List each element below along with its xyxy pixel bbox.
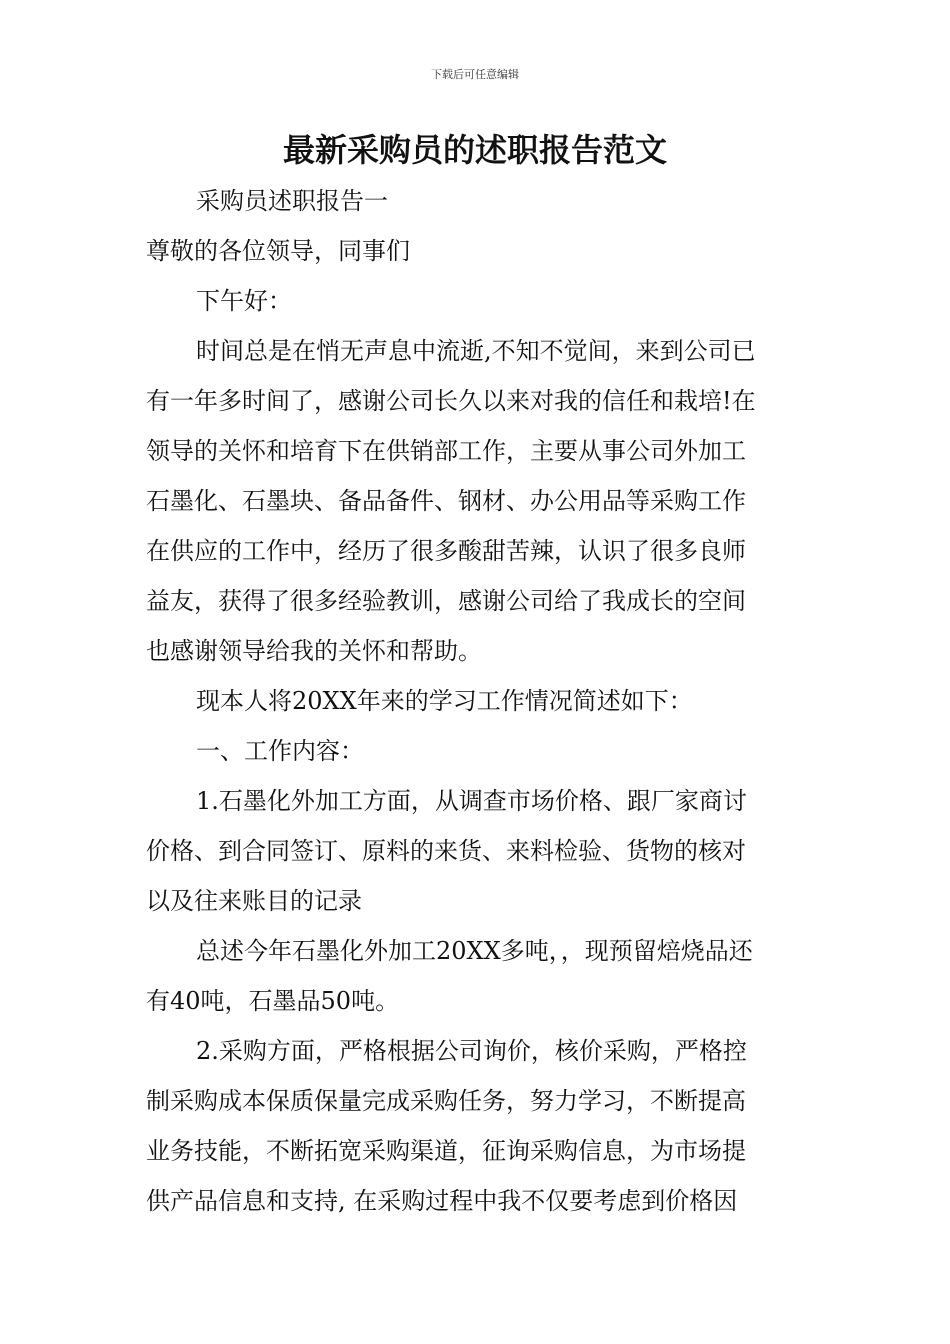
body-line: 2.采购方面，严格根据公司询价，核价采购，严格控 [196, 1037, 747, 1065]
body-line: 一、工作内容： [196, 737, 364, 765]
body-line: 现本人将20XX年来的学习工作情况简述如下： [196, 687, 693, 715]
body-line: 在供应的工作中，经历了很多酸甜苦辣，认识了很多良师 [146, 537, 746, 565]
body-line: 下午好： [196, 287, 292, 315]
body-line: 1.石墨化外加工方面，从调查市场价格、跟厂家商讨 [196, 787, 747, 815]
body-line: 采购员述职报告一 [196, 187, 388, 215]
body-line: 有一年多时间了，感谢公司长久以来对我的信任和栽培!在 [146, 387, 756, 415]
body-line: 总述今年石墨化外加工20XX多吨，，现预留焙烧品还 [196, 937, 753, 965]
document-body [146, 176, 810, 1226]
document-title: 最新采购员的述职报告范文 [282, 131, 667, 169]
body-line: 制采购成本保质保量完成采购任务，努力学习，不断提高 [146, 1087, 746, 1115]
header-note: 下载后可任意编辑 [431, 68, 519, 81]
body-line: 领导的关怀和培育下在供销部工作，主要从事公司外加工 [146, 437, 746, 465]
body-line: 也感谢领导给我的关怀和帮助。 [146, 637, 482, 665]
body-line: 以及往来账目的记录 [146, 887, 362, 915]
body-line: 有40吨，石墨品50吨。 [146, 987, 400, 1015]
body-line: 尊敬的各位领导，同事们 [146, 237, 410, 265]
body-line: 石墨化、石墨块、备品备件、钢材、办公用品等采购工作 [146, 487, 746, 515]
body-line: 供产品信息和支持, 在采购过程中我不仅要考虑到价格因 [146, 1187, 738, 1215]
body-line: 业务技能，不断拓宽采购渠道，征询采购信息，为市场提 [146, 1137, 746, 1165]
body-line: 时间总是在悄无声息中流逝,不知不觉间，来到公司已 [196, 337, 756, 365]
body-line: 益友，获得了很多经验教训，感谢公司给了我成长的空间 [146, 587, 746, 615]
body-line: 价格、到合同签订、原料的来货、来料检验、货物的核对 [146, 837, 746, 865]
